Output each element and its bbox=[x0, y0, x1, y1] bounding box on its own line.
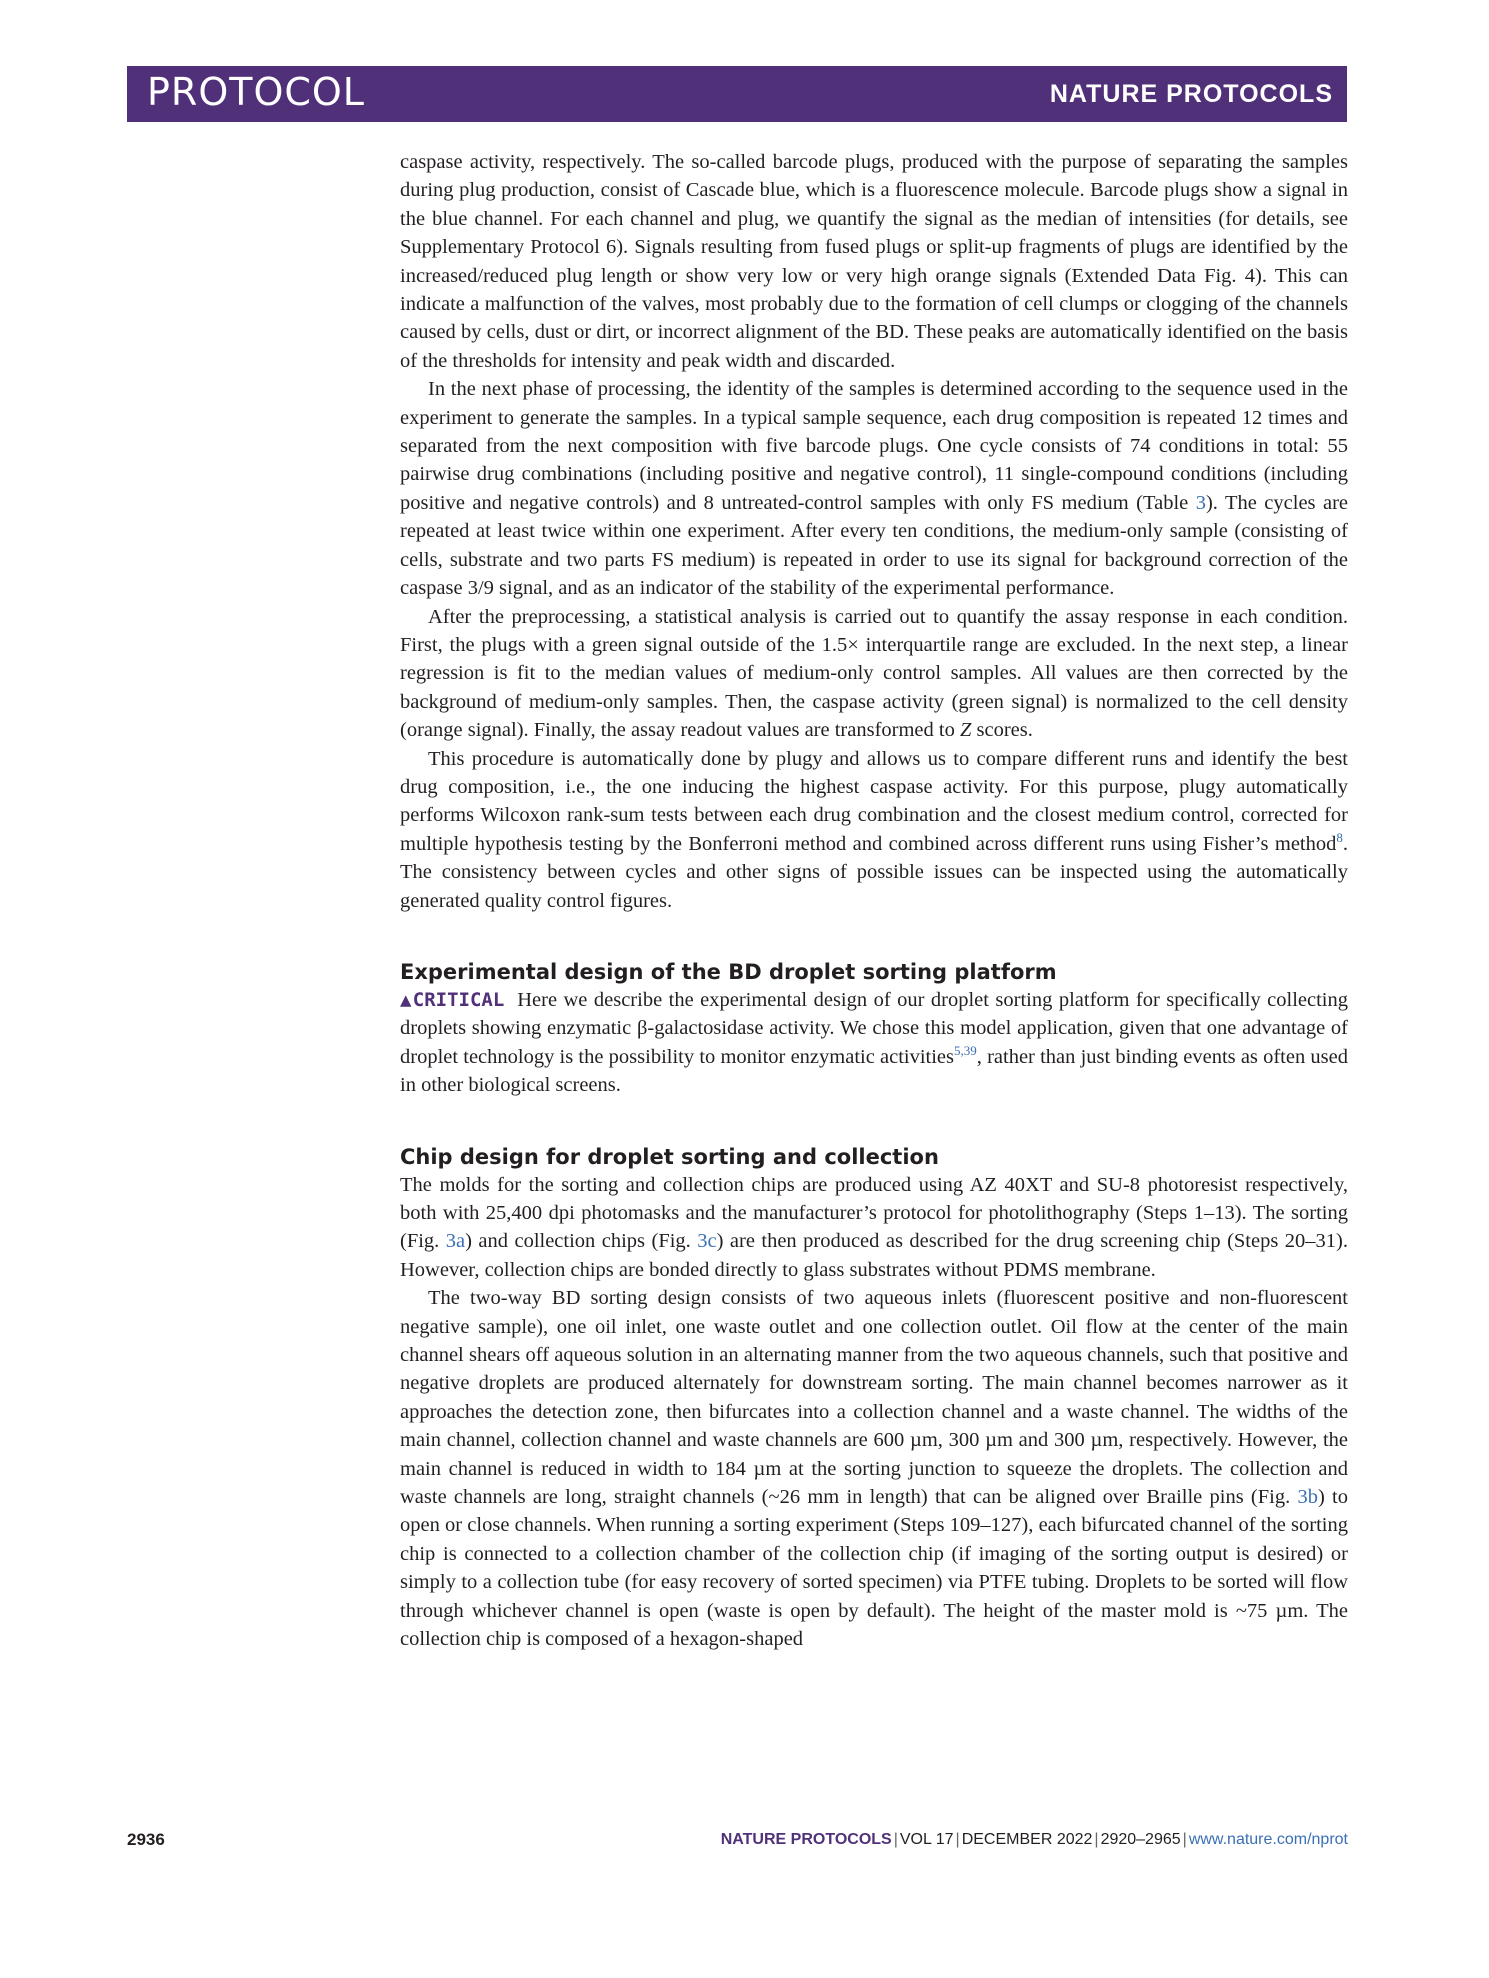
paragraph: After the preprocessing, a statistical analysis is carried out to quantify the assay response in each condition. First, the plugs with a green signal outside of the 1.5× interquartile range are excluded. In the next step, a linear regression is fit to the median values of medium-only control samples. All values are then corrected by the background of medium-only samples. Then, the caspase activity (green signal) is normalized to the cell density (orange signal). Finally, the assay readout values are transformed to Z scores. bbox=[400, 605, 1348, 742]
section-heading: Chip design for droplet sorting and collection bbox=[400, 1144, 939, 1169]
paragraph: The two-way BD sorting design consists of two aqueous inlets (fluorescent positive and non-fluorescent negative sample), one oil inlet, one waste outlet and one collection outlet. Oil flow at the center of the main channel shears off aqueous solution in an alternating manner from the two aqueous channels, such that positive and negative droplets are produced alternately for downstream sorting. The main channel becomes narrower as it approaches the detection zone, then bifurcates into a collection channel and a waste channel. The widths of the main channel, collection channel and waste channels are 600 µm, 300 µm and 300 µm, respectively. However, the main channel is reduced in width to 184 µm at the sorting junction to squeeze the droplets. The collection and waste channels are long, straight channels (~26 mm in length) that can be aligned over Braille pins (Fig. 3b) to open or close channels. When running a sorting experiment (Steps 109–127), each bifurcated channel of the sorting chip is connected to a collection chamber of the collection chip (if imaging of the sorting output is desired) or simply to a collection tube (for easy recovery of sorted specimen) via PTFE tubing. Droplets to be sorted will flow through whichever channel is open (waste is open by default). The height of the master mold is ~75 µm. The collection chip is composed of a hexagon-shaped bbox=[400, 1287, 1348, 1651]
table-reference-link[interactable]: 3 bbox=[1195, 491, 1206, 514]
figure-reference-link[interactable]: 3a bbox=[445, 1230, 466, 1253]
citation-link[interactable]: 5,39 bbox=[954, 1042, 977, 1058]
footer-pages: 2920–2965 bbox=[1100, 1831, 1181, 1848]
citation-link[interactable]: 8 bbox=[1336, 829, 1343, 845]
journal-url-link[interactable]: www.nature.com/nprot bbox=[1188, 1831, 1348, 1848]
section-heading: Experimental design of the BD droplet sorting platform bbox=[400, 959, 1057, 984]
paragraph: In the next phase of processing, the identity of the samples is determined according to the sequence used in the experiment to generate the samples. In a typical sample sequence, each drug composition is repeated 12 times and separated from the next composition with five barcode plugs. One cycle consists of 74 conditions in total: 55 pairwise drug combinations (including positive and negative control), 11 single-compound conditions (including positive and negative controls) and 8 untreated-control samples with only FS medium (Table 3). The cycles are repeated at least twice within one experiment. After every ten conditions, the medium-only sample (consisting of cells, substrate and two parts FS medium) is repeated in order to use its signal for background correction of the caspase 3/9 signal, and as an indicator of the stability of the experimental performance. bbox=[400, 378, 1349, 600]
section-label: PROTOCOL bbox=[147, 70, 365, 114]
header-bar bbox=[127, 66, 1347, 122]
figure-reference-link[interactable]: 3c bbox=[697, 1230, 717, 1253]
figure-reference-link[interactable]: 3b bbox=[1297, 1486, 1318, 1509]
paragraph: caspase activity, respectively. The so-called barcode plugs, produced with the purpose of separating the samples during plug production, consist of Cascade blue, which is a fluorescence molecule. Barcode plugs show a signal in the blue channel. For each channel and plug, we quantify the signal as the median of intensities (for details, see Supplementary Protocol 6). Signals resulting from fused plugs or split-up fragments of plugs are identified by the increased/reduced plug length or show very low or very high orange signals (Extended Data Fig. 4). This can indicate a malfunction of the valves, most probably due to the formation of cell clumps or clogging of the channels caused by cells, dust or dirt, or incorrect alignment of the BD. These peaks are automatically identified on the basis of the thresholds for intensity and peak width and discarded. bbox=[400, 151, 1348, 372]
footer-volume: VOL 17 bbox=[899, 1831, 954, 1848]
journal-name: NATURE PROTOCOLS bbox=[1049, 80, 1333, 108]
page-number: 2936 bbox=[127, 1830, 165, 1849]
article-body bbox=[400, 148, 1348, 1654]
footer-journal: NATURE PROTOCOLS bbox=[720, 1831, 892, 1848]
footer-citation: NATURE PROTOCOLS | VOL 17 | DECEMBER 2022 | 2920–2965 | www.nature.com/nprot bbox=[720, 1831, 1348, 1848]
paragraph: This procedure is automatically done by plugy and allows us to compare different runs and identify the best drug composition, i.e., the one inducing the highest caspase activity. For this purpose, plugy automatically performs Wilcoxon rank-sum tests between each drug combination and the closest medium control, corrected for multiple hypothesis testing by the Bonferroni method and combined across different runs using Fisher’s method$^8$. The consistency between cycles and other signs of possible issues can be inspected using the automatically generated quality control figures. bbox=[400, 747, 1348, 912]
critical-label: ▲CRITICAL bbox=[400, 988, 505, 1011]
paragraph: ▲CRITICAL Here we describe the experimental design of our droplet sorting platform for specifically collecting droplets showing enzymatic β-galactosidase activity. We chose this model application, given that one advantage of droplet technology is the possibility to monitor enzymatic activities$^{5,39}$, rather than just binding events as often used in other biological screens. bbox=[400, 988, 1349, 1097]
paragraph: The molds for the sorting and collection chips are produced using AZ 40XT and SU-8 photoresist respectively, both with 25,400 dpi photomasks and the manufacturer’s protocol for photolithography (Steps 1–13). The sorting (Fig. 3a) and collection chips (Fig. 3c) are then produced as described for the drug screening chip (Steps 20–31). However, collection chips are bonded directly to glass substrates without PDMS membrane. bbox=[400, 1173, 1348, 1281]
footer-date: DECEMBER 2022 bbox=[961, 1831, 1093, 1848]
